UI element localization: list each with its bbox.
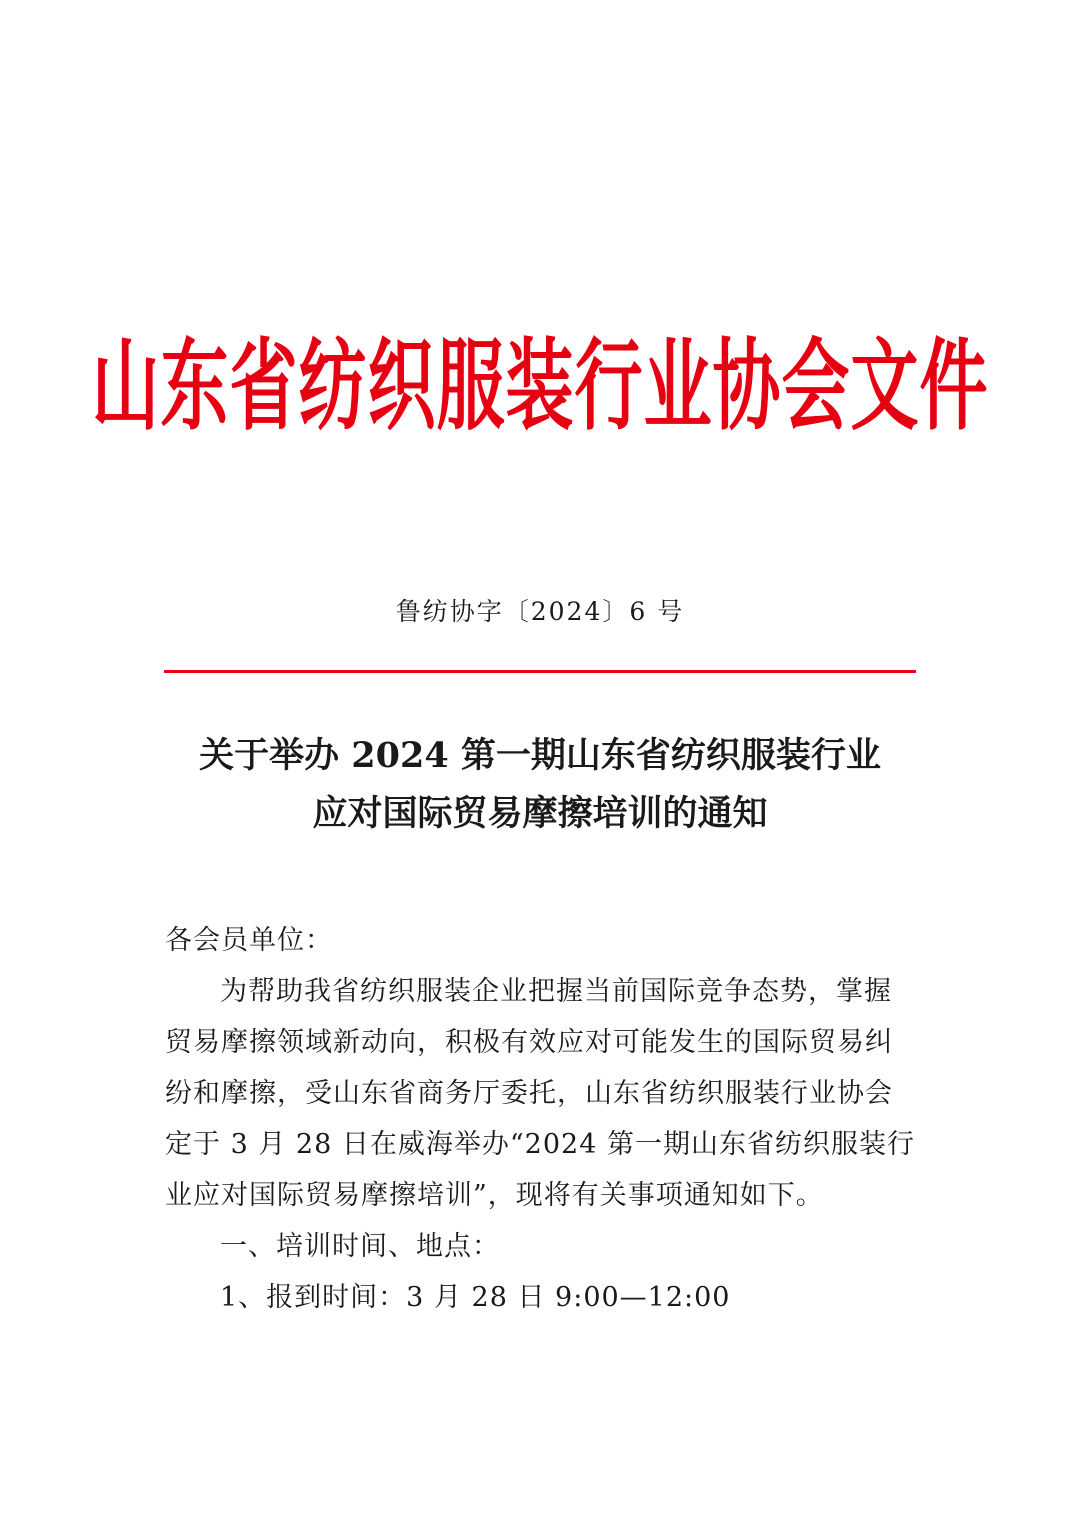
paragraph-line: 业应对国际贸易摩擦培训”，现将有关事项通知如下。 bbox=[165, 1180, 824, 1211]
notice-title bbox=[140, 727, 940, 843]
notice-title-line-1: 关于举办 2024 第一期山东省纺织服装行业 bbox=[199, 735, 881, 776]
document-number: 鲁纺协字〔2024〕6 号 bbox=[395, 597, 685, 626]
salutation: 各会员单位： bbox=[165, 925, 333, 956]
paragraph-line: 纷和摩擦，受山东省商务厅委托，山东省纺织服装行业协会 bbox=[165, 1078, 893, 1109]
list-item: 1、报到时间：3 月 28 日 9:00—12:00 bbox=[220, 1282, 731, 1313]
paragraph-line: 为帮助我省纺织服装企业把握当前国际竞争态势，掌握 bbox=[220, 976, 892, 1007]
paragraph-line: 定于 3 月 28 日在威海举办“2024 第一期山东省纺织服装行 bbox=[165, 1129, 915, 1160]
org-header-title: 山东省纺织服装行业协会文件 bbox=[91, 330, 989, 445]
notice-title-line-2: 应对国际贸易摩擦培训的通知 bbox=[312, 793, 768, 834]
red-divider-line bbox=[164, 670, 916, 673]
paragraph-line: 贸易摩擦领域新动向，积极有效应对可能发生的国际贸易纠 bbox=[165, 1027, 893, 1058]
notice-body bbox=[165, 915, 917, 1323]
section-heading: 一、培训时间、地点： bbox=[220, 1231, 500, 1262]
